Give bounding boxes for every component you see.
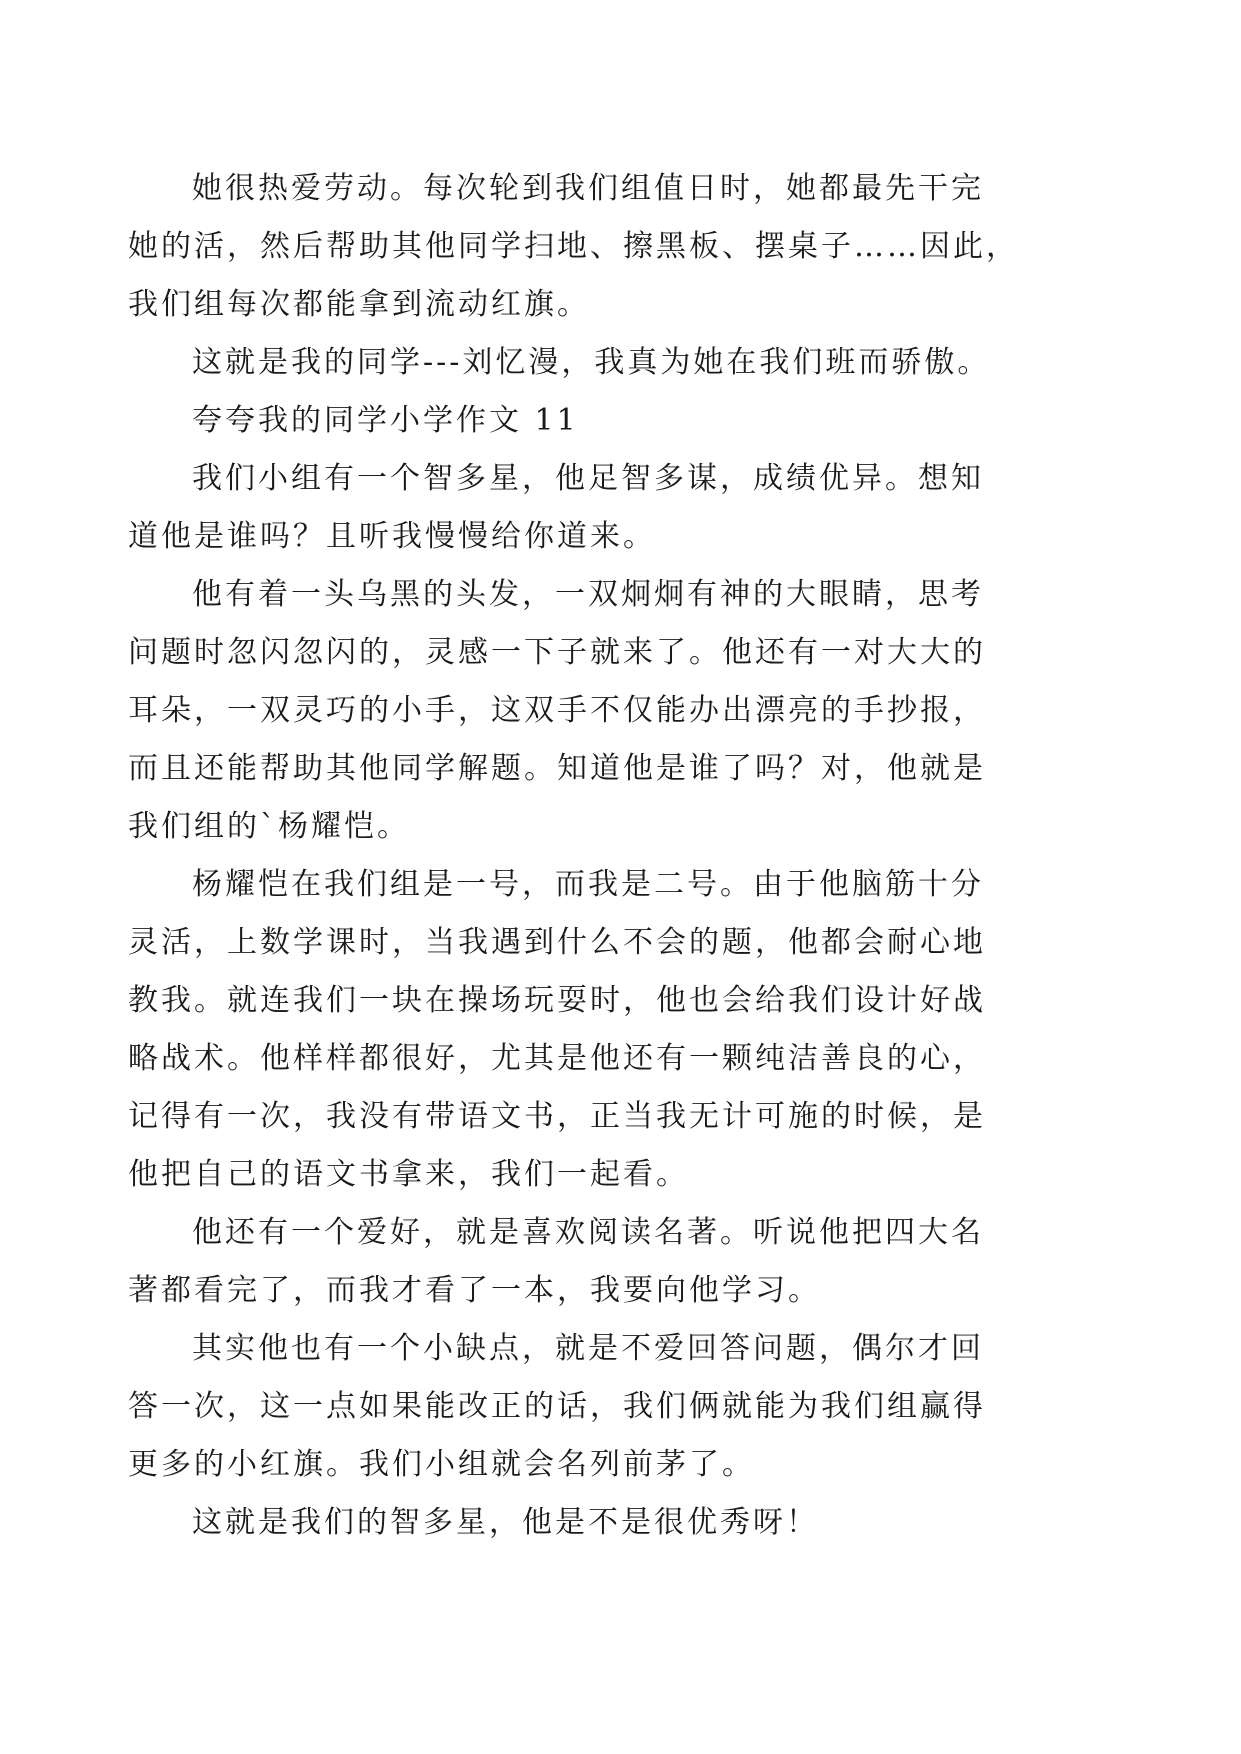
- text-line: 我们小组有一个智多星，他足智多谋，成绩优异。想知: [192, 461, 984, 496]
- text-line: 我们组每次都能拿到流动红旗。: [128, 287, 590, 322]
- text-line: 更多的小红旗。我们小组就会名列前茅了。: [128, 1447, 755, 1482]
- text-line: 她的活，然后帮助其他同学扫地、擦黑板、摆桌子……因此，: [128, 229, 1019, 264]
- text-line: 著都看完了，而我才看了一本，我要向他学习。: [128, 1273, 821, 1308]
- paragraph-5: [128, 856, 1072, 1204]
- paragraph-6: [128, 1204, 1072, 1320]
- paragraph-4: [128, 566, 1072, 856]
- text-line: 这就是我们的智多星，他是不是很优秀呀！: [192, 1505, 819, 1540]
- text-line: 我们组的`杨耀恺。: [128, 809, 410, 844]
- text-line: 道他是谁吗？且听我慢慢给你道来。: [128, 519, 656, 554]
- text-line: 他还有一个爱好，就是喜欢阅读名著。听说他把四大名: [192, 1215, 984, 1250]
- text-line: 他有着一头乌黑的头发，一双炯炯有神的大眼睛，思考: [192, 577, 984, 612]
- essay-title: 夸夸我的同学小学作文 11: [192, 403, 579, 438]
- paragraph-2: [192, 334, 1072, 392]
- paragraph-1: [128, 160, 1072, 334]
- text-line: 杨耀恺在我们组是一号，而我是二号。由于他脑筋十分: [192, 867, 984, 902]
- paragraph-7: [128, 1320, 1072, 1494]
- text-line: 记得有一次，我没有带语文书，正当我无计可施的时候，是: [128, 1099, 986, 1134]
- text-line: 略战术。他样样都很好，尤其是他还有一颗纯洁善良的心，: [128, 1041, 986, 1076]
- document-page: [128, 160, 1072, 1552]
- text-line: 教我。就连我们一块在操场玩耍时，他也会给我们设计好战: [128, 983, 986, 1018]
- text-line: 灵活，上数学课时，当我遇到什么不会的题，他都会耐心地: [128, 925, 986, 960]
- text-line: 这就是我的同学---刘忆漫，我真为她在我们班而骄傲。: [192, 345, 991, 380]
- text-line: 她很热爱劳动。每次轮到我们组值日时，她都最先干完: [192, 171, 984, 206]
- text-line: 而且还能帮助其他同学解题。知道他是谁了吗？对，他就是: [128, 751, 986, 786]
- paragraph-3: [128, 450, 1072, 566]
- text-line: 其实他也有一个小缺点，就是不爱回答问题，偶尔才回: [192, 1331, 984, 1366]
- text-line: 他把自己的语文书拿来，我们一起看。: [128, 1157, 689, 1192]
- text-line: 答一次，这一点如果能改正的话，我们俩就能为我们组赢得: [128, 1389, 986, 1424]
- paragraph-8: [192, 1494, 1072, 1552]
- text-line: 耳朵，一双灵巧的小手，这双手不仅能办出漂亮的手抄报，: [128, 693, 986, 728]
- text-line: 问题时忽闪忽闪的，灵感一下子就来了。他还有一对大大的: [128, 635, 986, 670]
